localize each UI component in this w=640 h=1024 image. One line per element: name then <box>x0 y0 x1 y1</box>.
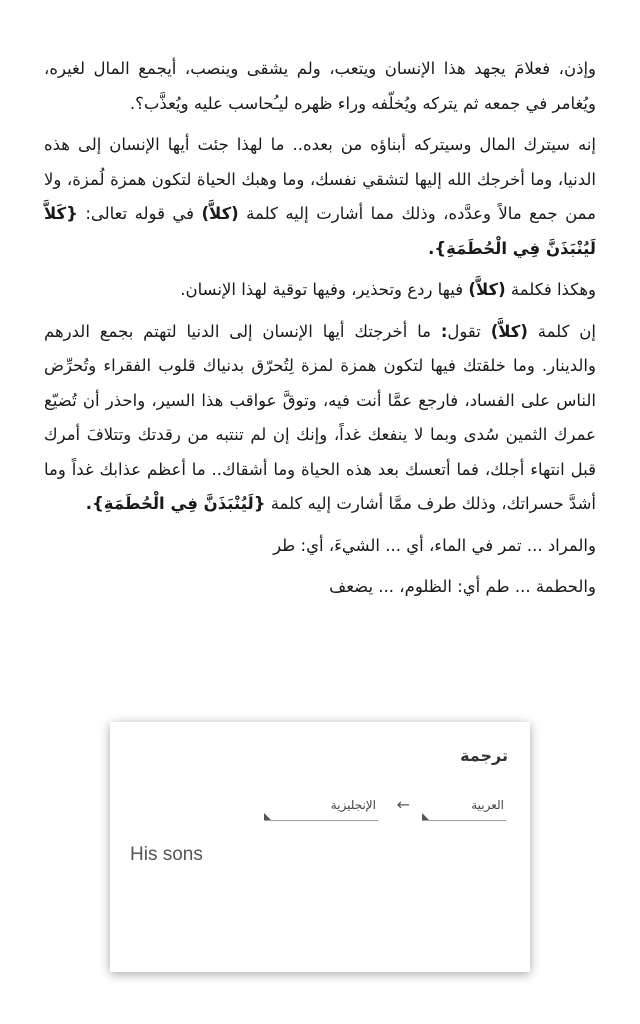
arrow-left-icon: ← <box>396 795 410 814</box>
bold-quote: {كَلاَّ لَيُنْبَذَنَّ فِي الْحُطَمَةِ}. <box>44 204 596 258</box>
target-language-label: الإنجليزية <box>330 798 376 812</box>
bold-quote: (كلاَّ) <box>468 280 506 299</box>
paragraph <box>44 128 596 266</box>
paragraph-text: والحطمة ... طم أي: الظلوم، ... يضعف <box>329 577 596 596</box>
dropdown-caret-icon <box>422 813 429 820</box>
paragraph <box>44 570 596 605</box>
paragraph-text: إن كلمة <box>527 321 596 341</box>
source-language-label: العربية <box>471 798 504 812</box>
paragraph <box>44 273 596 308</box>
paragraph <box>44 315 596 522</box>
paragraph-text: تقول <box>447 321 491 341</box>
dropdown-caret-icon <box>264 813 271 820</box>
bold-quote: (كلاَّ) <box>490 321 528 341</box>
bold-quote: : <box>440 321 448 341</box>
translation-popup <box>110 722 530 972</box>
target-language-select[interactable] <box>264 798 378 821</box>
source-language-select[interactable] <box>422 798 506 821</box>
paragraph-text: وهكذا فكلمة <box>505 280 596 299</box>
bold-quote: {لَيُنْبَذَنَّ فِي الْحُطَمَةِ}. <box>85 494 266 513</box>
paragraph-text: وإذن، فعلامَ يجهد هذا الإنسان ويتعب، ولم يشقى وينصب، أيجمع المال لغيره، ويُغامر في جمعه ثم يتركه ويُخلّفه وراء ظهره ليـُحاسب عليه ويُعذَّب؟. <box>44 59 596 113</box>
paragraph-text: فيها ردع وتحذير، وفيها توقية لهذا الإنسان. <box>180 280 469 299</box>
bold-quote: (كلاَّ) <box>201 204 239 223</box>
paragraph <box>44 529 596 564</box>
popup-title: ترجمة <box>460 746 508 765</box>
paragraph <box>44 52 596 121</box>
paragraph-text: إنه سيترك المال وسيتركه أبناؤه من بعده.. ما لهذا جئت أيها الإنسان إلى هذه الدنيا، وما أخرجك الله إليها لتشقي نفسك، وما وهبك الحياة لتكون همزة لُمزة، ولا ممن جمع مالاً وعدَّده، وذلك مما أشارت إليه كلمة <box>44 135 597 223</box>
translation-result: His sons <box>130 844 203 865</box>
paragraph-text: ما أخرجتك أيها الإنسان إلى الدنيا لتهتم بجمع الدرهم والدينار. وما خلقتك فيها لتكون همزة لمزة لِتُحرّق بدنياك قلوب الفقراء وتُحرِّض الناس على الفساد، فارجع عمَّا أنت فيه، وتوقَّ عواقب هذا السير، واحذر أن تُضيّع عمرك الثمين سُدى وبما لا ينفعك غداً، وإنك إن لم تنتبه من رقدتك وتتلافَ أمرك قبل انتهاء أجلك، فما أتعسك بعد هذه الحياة وما أشقاك.. ما أعظم عذابك غداً وما أشدَّ حسراتك، وذلك طرف ممَّا أشارت إليه كلمة <box>44 321 596 513</box>
paragraph-text: في قوله تعالى: <box>77 204 202 223</box>
paragraph-text: والمراد ... تمر في الماء، أي ... الشيءَ، أي: طر <box>273 535 596 555</box>
reader-text <box>44 52 596 612</box>
